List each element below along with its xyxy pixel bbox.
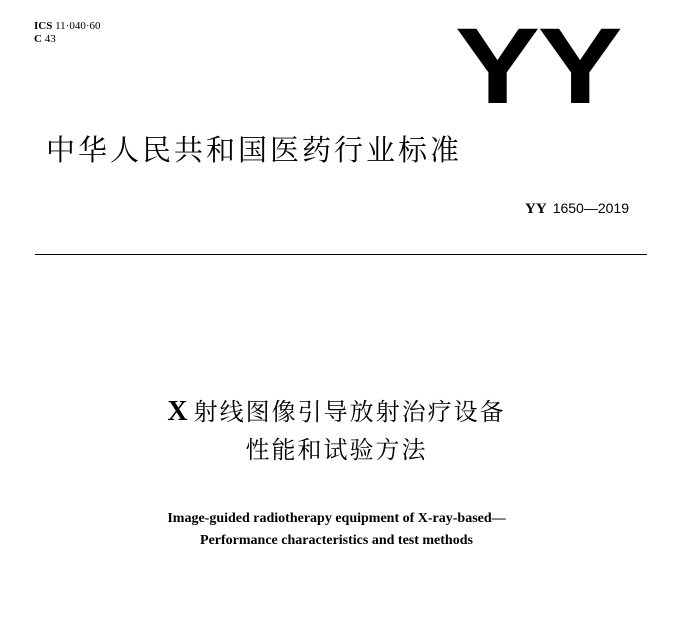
standard-number: [525, 199, 629, 218]
standard-code: 1650—2019: [552, 200, 629, 216]
classification-codes: [34, 20, 101, 46]
standard-prefix: YY: [525, 201, 547, 217]
organization-title: 中华人民共和国医药行业标准: [46, 133, 463, 167]
english-title-line2: Performance characteristics and test methods: [200, 533, 473, 548]
chinese-title-line2: 性能和试验方法: [245, 436, 428, 464]
class-code: C 43: [34, 33, 56, 45]
divider-line: [35, 254, 647, 255]
chinese-title-line1: X 射线图像引导放射治疗设备: [167, 396, 506, 427]
chinese-title: [0, 393, 673, 469]
english-title: [0, 508, 673, 552]
ics-code: ICS 11·040·60: [34, 20, 101, 32]
yy-logo: YY: [455, 5, 621, 126]
english-title-line1: Image-guided radiotherapy equipment of X-ray-based—: [167, 511, 506, 526]
